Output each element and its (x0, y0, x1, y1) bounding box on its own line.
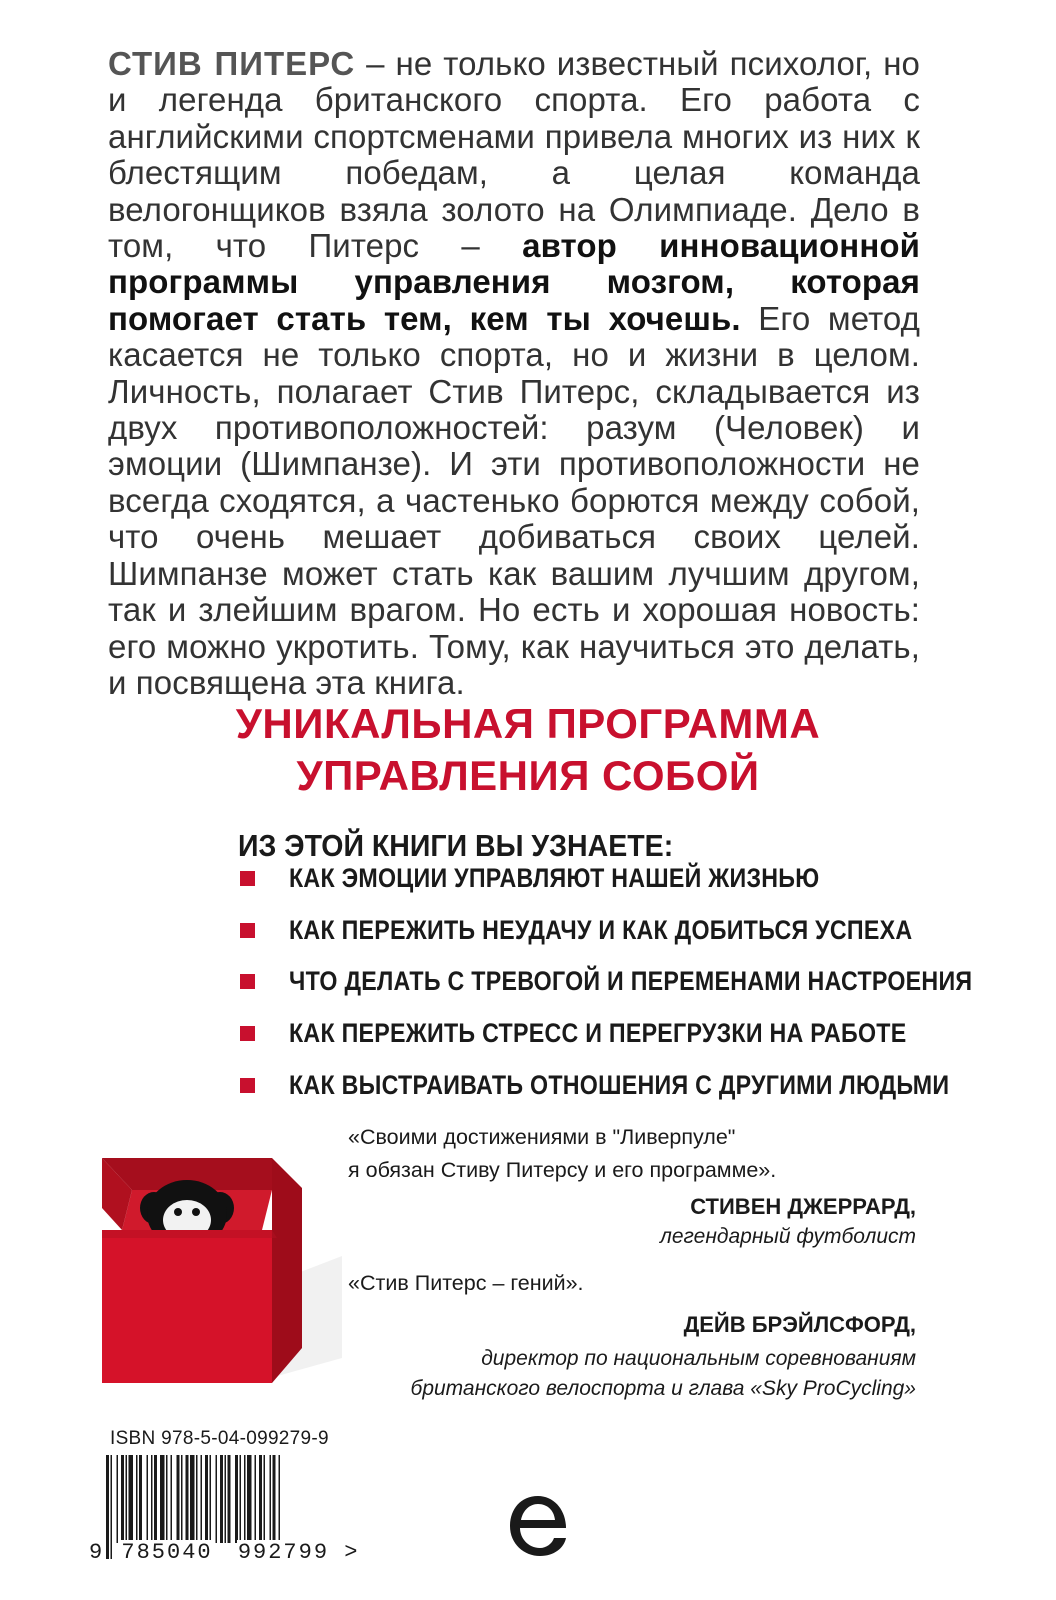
headline-line-1: УНИКАЛЬНАЯ ПРОГРАММА (235, 700, 821, 747)
list-item (240, 853, 1056, 905)
bullet-square-icon (240, 871, 255, 886)
bullet-square-icon (240, 974, 255, 989)
monkey-in-box-icon (102, 1158, 342, 1383)
barcode-digits (88, 1540, 358, 1565)
list-item-text: КАК ПЕРЕЖИТЬ СТРЕСС И ПЕРЕГРУЗКИ НА РАБОТЕ (289, 1018, 907, 1049)
author-name: СТИВ ПИТЕРС (108, 45, 356, 82)
barcode-first-digit: 9 (89, 1540, 103, 1565)
bullet-square-icon (240, 1078, 255, 1093)
publisher-logo-icon (502, 1490, 574, 1562)
quote-1-author: СТИВЕН ДЖЕРРАРД, (690, 1194, 916, 1219)
list-item (240, 1008, 1056, 1060)
quote-1-role: легендарный футболист (660, 1225, 916, 1248)
quote-2-line-1: «Стив Питерс – гений». (348, 1271, 584, 1295)
intro-bold-text: автор инновационной программы управления мозгом, которая помогает стать тем, кем ты хочешь. (108, 227, 920, 337)
quote-2-author-name: ДЕЙВ БРЭЙЛСФОРД (683, 1312, 910, 1337)
list-item-text: КАК ПЕРЕЖИТЬ НЕУДАЧУ И КАК ДОБИТЬСЯ УСПЕХА (289, 914, 913, 945)
isbn-label: ISBN 978-5-04-099279-9 (110, 1428, 329, 1449)
quote-1-line-2: я обязан Стиву Питерсу и его программе». (348, 1158, 777, 1182)
list-item (240, 1059, 1056, 1111)
list-item-text: КАК ВЫСТРАИВАТЬ ОТНОШЕНИЯ С ДРУГИМИ ЛЮДЬМИ (289, 1069, 950, 1100)
list-item (240, 905, 1056, 957)
intro-text-2: Его метод касается не только спорта, но и жизни в целом. Личность, полагает Стив Питерс, складывается из двух противоположностей: разум (Человек) и эмоции (Шимпанзе). И эти противоположности не всегда сходятся, а частенько борются между собой, что очень мешает добиваться своих целей. Шимпанзе может стать как вашим лучшим другом, так и злейшим врагом. Но есть и хорошая новость: его можно укротить. Тому, как научиться это делать, и посвящена эта книга. (108, 299, 920, 701)
bullet-square-icon (240, 923, 255, 938)
quote-2-role-line-2: британского велоспорта и глава «Sky ProCycling» (410, 1377, 916, 1400)
list-item-text: ЧТО ДЕЛАТЬ С ТРЕВОГОЙ И ПЕРЕМЕНАМИ НАСТРОЕНИЯ (289, 966, 973, 997)
intro-paragraph (108, 46, 920, 701)
learn-list (240, 853, 1056, 1111)
quote-1-author-name: СТИВЕН ДЖЕРРАРД (690, 1194, 910, 1219)
quote-2-author: ДЕЙВ БРЭЙЛСФОРД, (683, 1312, 916, 1337)
quote-2 (348, 1267, 584, 1300)
list-item (240, 956, 1056, 1008)
barcode-arrow: > (344, 1540, 358, 1565)
intro-text-1: – не только известный психолог, но и легенда британского спорта. Его работа с английскими спортсменами привела многих из них к блестящим победам, а целая команда велогонщиков взяла золото на Олимпиаде. Дело в том, что Питерс – (108, 45, 920, 265)
barcode-group-1: 785040 (121, 1540, 213, 1565)
quote-2-role-line-1: директор по национальным соревнованиям (481, 1347, 916, 1370)
barcode-group-2: 992799 (237, 1540, 330, 1565)
quote-1-line-1: «Своими достижениями в "Ливерпуле" (348, 1125, 736, 1149)
list-item-text: КАК ЭМОЦИИ УПРАВЛЯЮТ НАШЕЙ ЖИЗНЬЮ (289, 863, 820, 894)
quote-2-role (411, 1344, 917, 1404)
bullet-square-icon (240, 1026, 255, 1041)
headline-line-2: УПРАВЛЕНИЯ СОБОЙ (296, 752, 760, 799)
quote-1 (348, 1121, 776, 1187)
learn-title: ИЗ ЭТОЙ КНИГИ ВЫ УЗНАЕТЕ: (238, 828, 674, 863)
